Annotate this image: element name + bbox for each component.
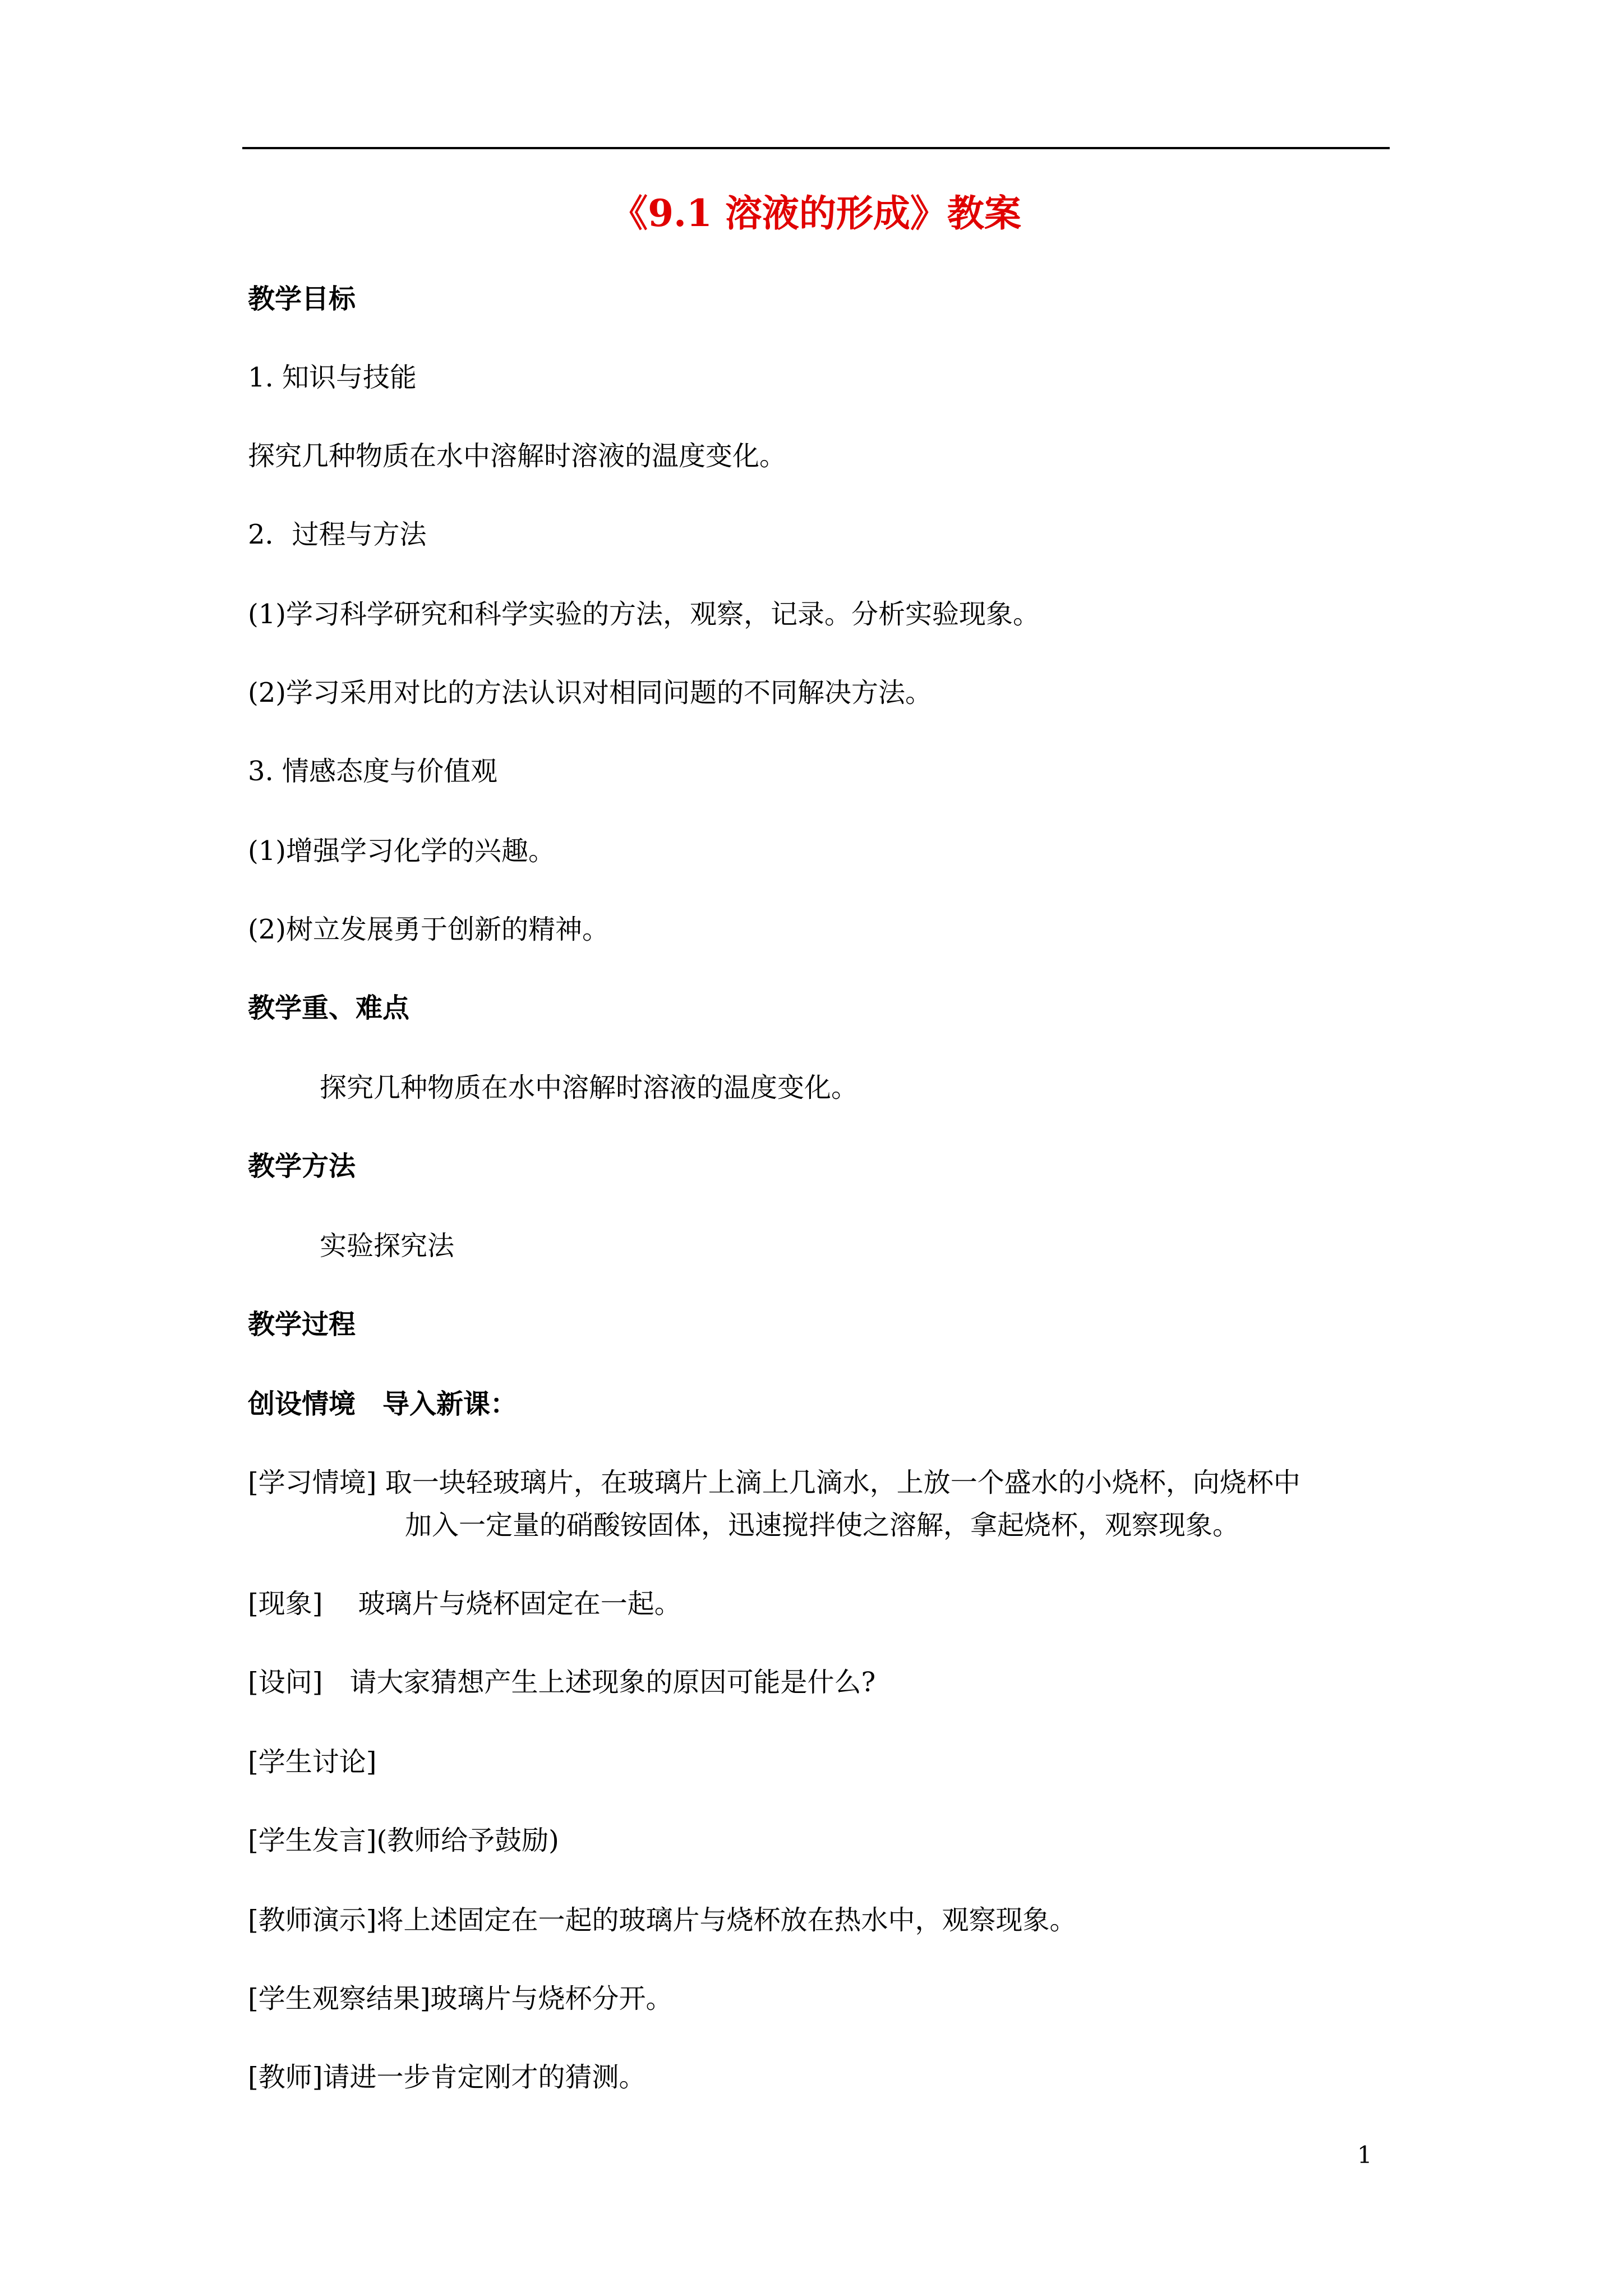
student-speech-line: [学生发言](教师给予鼓励) [248,1825,559,1856]
heading-teaching-method: 教学方法 [248,1151,356,1182]
heading-create-situation: 创设情境 导入新课： [248,1388,518,1420]
heading-teaching-process: 教学过程 [248,1309,356,1340]
teacher-line: [教师]请进一步肯定刚才的猜测。 [248,2062,646,2093]
heading-teaching-objectives: 教学目标 [248,283,356,315]
key-points-content: 探究几种物质在水中溶解时溶液的温度变化。 [320,1072,859,1103]
learning-situation-line-1: [学习情境] 取一块轻玻璃片，在玻璃片上滴上几滴水，上放一个盛水的小烧杯，向烧杯中 [248,1467,1301,1498]
learning-situation-line-2: 加入一定量的硝酸铵固体，迅速搅拌使之溶解，拿起烧杯，观察现象。 [405,1510,1240,1541]
objective-knowledge-skills: 1. 知识与技能 [248,362,417,393]
objective-attitude-item-1: (1)增强学习化学的兴趣。 [248,835,555,867]
objective-knowledge-content: 探究几种物质在水中溶解时溶液的温度变化。 [248,440,787,472]
heading-key-points: 教学重、难点 [248,992,410,1024]
objective-attitude-item-2: (2)树立发展勇于创新的精神。 [248,914,609,945]
header-rule [242,147,1390,149]
objective-process-method: 2．过程与方法 [248,519,427,550]
objective-process-item-1: (1)学习科学研究和科学实验的方法，观察，记录。分析实验现象。 [248,599,1040,630]
student-observation-line: [学生观察结果]玻璃片与烧杯分开。 [248,1983,673,2014]
teaching-method-content: 实验探究法 [320,1230,455,1262]
objective-process-item-2: (2)学习采用对比的方法认识对相同问题的不同解决方法。 [248,677,932,708]
document-title: 《9.1 溶液的形成》教案 [611,191,1021,235]
phenomenon-line: [现象] 玻璃片与烧杯固定在一起。 [248,1588,681,1619]
page-number: 1 [1357,2141,1372,2169]
objective-attitude-values: 3. 情感态度与价值观 [248,756,498,787]
student-discussion-line: [学生讨论] [248,1746,377,1778]
teacher-demo-line: [教师演示]将上述固定在一起的玻璃片与烧杯放在热水中，观察现象。 [248,1904,1077,1936]
question-line: [设问] 请大家猜想产生上述现象的原因可能是什么? [248,1667,876,1698]
